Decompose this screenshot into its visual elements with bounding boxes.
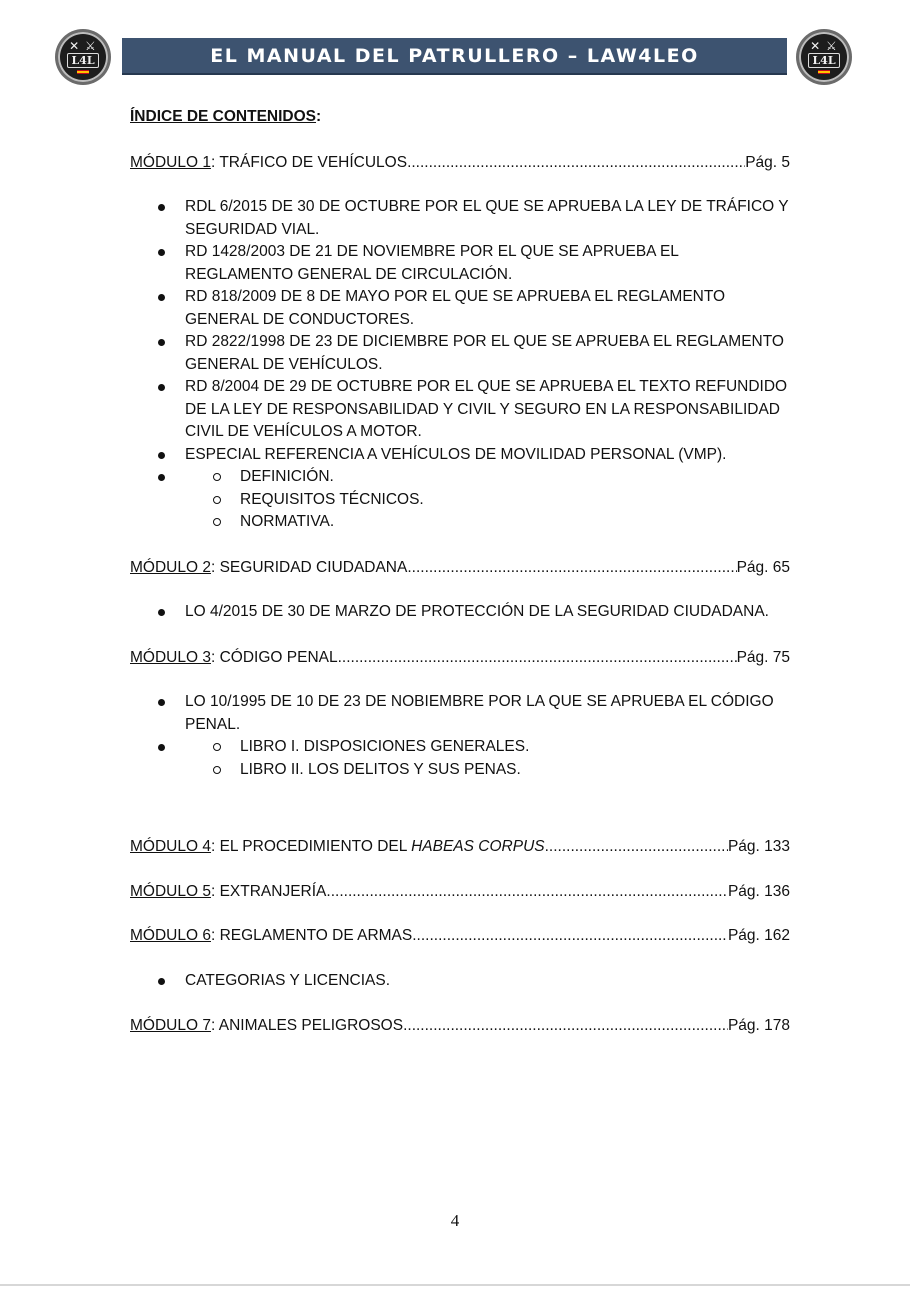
dot-leader — [407, 152, 745, 175]
list-item — [130, 196, 790, 241]
module-page-ref: Pág. 75 — [736, 648, 790, 666]
list-item-text: RDL 6/2015 DE 30 DE OCTUBRE POR EL QUE SE APRUEBA LA LEY DE TRÁFICO Y SEGURIDAD VIAL. — [185, 198, 789, 238]
list-item — [130, 601, 790, 624]
toc-module-row[interactable] — [130, 925, 790, 948]
module-name: EXTRANJERÍA — [219, 882, 327, 900]
list-item — [130, 466, 790, 534]
module-page-ref: Pág. 133 — [727, 838, 790, 855]
sub-item-list — [130, 736, 790, 781]
module-label: MÓDULO 7 — [130, 1017, 211, 1034]
module-page-ref: Pág. 65 — [736, 558, 790, 576]
module-label: MÓDULO 1 — [130, 153, 211, 171]
list-item-text: RD 818/2009 DE 8 DE MAYO POR EL QUE SE APRUEBA EL REGLAMENTO GENERAL DE CONDUCTORES. — [185, 288, 726, 328]
module-title: MÓDULO 3: CÓDIGO PENAL — [130, 648, 338, 666]
module-name-italic: HABEAS CORPUS — [411, 838, 545, 855]
module-name: REGLAMENTO DE ARMAS — [219, 927, 413, 944]
module-title: MÓDULO 5: EXTRANJERÍA — [130, 882, 327, 900]
module-label: MÓDULO 3 — [130, 648, 211, 666]
crossed-swords-icon: ✕ ⚔ — [810, 39, 838, 53]
sub-list-item: NORMATIVA. — [130, 511, 790, 534]
module-label: MÓDULO 5 — [130, 882, 211, 900]
toc-module-row[interactable] — [130, 881, 790, 904]
list-item — [130, 736, 790, 781]
toc-module-row[interactable] — [130, 152, 790, 175]
logo-text: L4L — [67, 53, 98, 68]
list-item — [130, 691, 790, 736]
page-number: 4 — [450, 1211, 460, 1230]
module-label: MÓDULO 2 — [130, 558, 211, 576]
module-title: MÓDULO 6: REGLAMENTO DE ARMAS — [130, 927, 413, 944]
index-title: ÍNDICE DE CONTENIDOS: — [130, 108, 322, 125]
module-name: SEGURIDAD CIUDADANA — [219, 558, 408, 576]
spain-flag-icon — [818, 70, 830, 74]
toc-module-row[interactable] — [130, 557, 790, 580]
list-item-text: RD 2822/1998 DE 23 DE DICIEMBRE POR EL QUE SE APRUEBA EL REGLAMENTO GENERAL DE VEHÍCULOS. — [185, 333, 784, 373]
module-page-ref: Pág. 162 — [727, 927, 790, 944]
sub-list-item: REQUISITOS TÉCNICOS. — [130, 489, 790, 512]
page-bottom-border — [0, 1284, 910, 1286]
list-item-text: RD 8/2004 DE 29 DE OCTUBRE POR EL QUE SE APRUEBA EL TEXTO REFUNDIDO DE LA LEY DE RESPONSABILIDAD Y CIVIL Y SEGURO EN LA RESPONSABILIDAD CIVIL DE VEHÍCULOS A MOTOR. — [185, 378, 788, 440]
module-title: MÓDULO 7: ANIMALES PELIGROSOS — [130, 1017, 404, 1034]
module-item-list — [130, 601, 790, 624]
list-item-text: RD 1428/2003 DE 21 DE NOVIEMBRE POR EL QUE SE APRUEBA EL REGLAMENTO GENERAL DE CIRCULACIÓN. — [185, 243, 679, 283]
list-item-text: CATEGORIAS Y LICENCIAS. — [185, 971, 391, 989]
list-item — [130, 286, 790, 331]
list-item — [130, 241, 790, 286]
logo-text: L4L — [808, 53, 839, 68]
module-name: ANIMALES PELIGROSOS — [218, 1017, 404, 1034]
list-item — [130, 376, 790, 444]
module-list — [130, 152, 790, 1038]
dot-leader — [545, 836, 728, 859]
list-item — [130, 444, 790, 467]
module-name: EL PROCEDIMIENTO DEL — [219, 838, 412, 855]
module-page-ref: Pág. 178 — [727, 1017, 790, 1034]
dot-leader — [412, 925, 728, 948]
module-name: CÓDIGO PENAL — [219, 648, 338, 666]
toc-module-row[interactable] — [130, 836, 790, 859]
law4leo-logo-right — [799, 32, 849, 82]
list-item — [130, 331, 790, 376]
toc-module-row[interactable] — [130, 1015, 790, 1038]
toc-module-row[interactable] — [130, 647, 790, 670]
sub-item-list — [130, 466, 790, 534]
module-label: MÓDULO 6 — [130, 927, 211, 944]
law4leo-logo-left — [58, 32, 108, 82]
document-title: EL MANUAL DEL PATRULLERO – LAW4LEO — [210, 44, 699, 67]
header-banner — [122, 38, 787, 75]
dot-leader — [407, 557, 736, 580]
list-item — [130, 970, 790, 993]
module-page-ref: Pág. 5 — [745, 153, 790, 171]
dot-leader — [326, 881, 728, 904]
sub-list-item: LIBRO I. DISPOSICIONES GENERALES. — [130, 736, 790, 759]
list-item-text: LO 10/1995 DE 10 DE 23 DE NOBIEMBRE POR LA QUE SE APRUEBA EL CÓDIGO PENAL. — [185, 693, 774, 733]
module-item-list — [130, 970, 790, 993]
module-item-list — [130, 691, 790, 781]
dot-leader — [338, 647, 737, 670]
crossed-swords-icon: ✕ ⚔ — [69, 39, 97, 53]
module-page-ref: Pág. 136 — [727, 882, 790, 900]
module-title: MÓDULO 1: TRÁFICO DE VEHÍCULOS — [130, 153, 408, 171]
sub-list-item: LIBRO II. LOS DELITOS Y SUS PENAS. — [130, 759, 790, 782]
module-label: MÓDULO 4 — [130, 838, 211, 855]
module-title: MÓDULO 2: SEGURIDAD CIUDADANA — [130, 558, 408, 576]
spain-flag-icon — [77, 70, 89, 74]
module-name: TRÁFICO DE VEHÍCULOS — [219, 153, 408, 171]
sub-list-item: DEFINICIÓN. — [130, 466, 790, 489]
dot-leader — [403, 1015, 728, 1038]
list-item-text: ESPECIAL REFERENCIA A VEHÍCULOS DE MOVILIDAD PERSONAL (VMP). — [185, 445, 727, 463]
table-of-contents — [130, 106, 790, 1060]
list-item-text: LO 4/2015 DE 30 DE MARZO DE PROTECCIÓN DE LA SEGURIDAD CIUDADANA. — [185, 603, 769, 620]
module-title: MÓDULO 4: EL PROCEDIMIENTO DEL HABEAS CORPUS — [130, 838, 545, 855]
module-item-list — [130, 196, 790, 534]
